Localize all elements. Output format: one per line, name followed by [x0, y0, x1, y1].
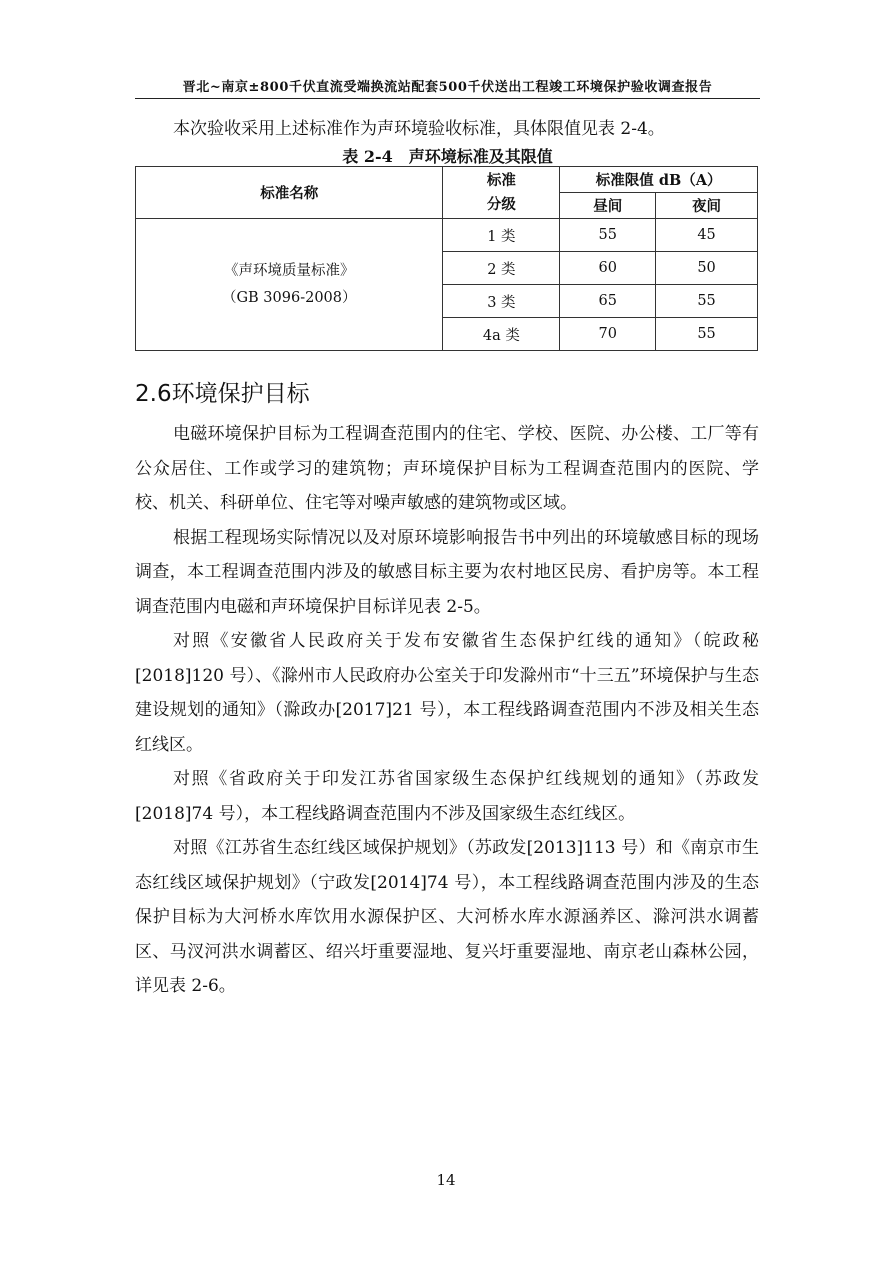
running-header: 晋北~南京±800千伏直流受端换流站配套500千伏送出工程竣工环境保护验收调查报告 [182, 80, 713, 95]
day-limit-cell: 60 [560, 252, 656, 285]
paragraph: 对照《江苏省生态红线区域保护规划》（苏政发[2013]113 号）和《南京市生态红线区域保护规划》（宁政发[2014]74 号），本工程线路调查范围内涉及的生态保护目标为大河桥水库饮用水源保护区、大河桥水库水源涵养区、滁河洪水调蓄区、马汊河洪水调蓄区、绍兴圩重要湿地、复兴圩重要湿地、南京老山森林公园，详见表 2-6。 [135, 838, 759, 996]
class-cell: 2 类 [443, 252, 560, 285]
section-heading: 2.6环境保护目标 [135, 381, 310, 407]
header-class-line1: 标准 [486, 171, 516, 189]
header-rule [135, 98, 760, 99]
class-cell: 3 类 [443, 285, 560, 318]
paragraph: 对照《安徽省人民政府关于发布安徽省生态保护红线的通知》（皖政秘[2018]120 号）、《滁州市人民政府办公室关于印发滁州市“十三五”环境保护与生态建设规划的通知》（滁政办[2017]21 号），本工程线路调查范围内不涉及相关生态红线区。 [135, 631, 759, 755]
standard-code: （GB 3096-2008） [221, 289, 357, 306]
header-limit: 标准限值 dB（A） [560, 167, 758, 193]
header-day: 昼间 [560, 193, 656, 219]
page-number: 14 [436, 1171, 456, 1189]
table-row [136, 219, 758, 252]
intro-paragraph: 本次验收采用上述标准作为声环境验收标准，具体限值见表 2-4。 [173, 119, 665, 139]
body-text [135, 417, 759, 1004]
day-limit-cell: 55 [560, 219, 656, 252]
paragraph: 根据工程现场实际情况以及对原环境影响报告书中列出的环境敏感目标的现场调查，本工程调查范围内涉及的敏感目标主要为农村地区民房、看护房等。本工程调查范围内电磁和声环境保护目标详见表 2-5。 [135, 527, 759, 617]
night-limit-cell: 50 [656, 252, 758, 285]
header-night: 夜间 [656, 193, 758, 219]
paragraph: 对照《省政府关于印发江苏省国家级生态保护红线规划的通知》（苏政发[2018]74 号），本工程线路调查范围内不涉及国家级生态红线区。 [135, 769, 759, 824]
paragraph: 电磁环境保护目标为工程调查范围内的住宅、学校、医院、办公楼、工厂等有公众居住、工作或学习的建筑物；声环境保护目标为工程调查范围内的医院、学校、机关、科研单位、住宅等对噪声敏感的建筑物或区域。 [135, 424, 759, 513]
night-limit-cell: 55 [656, 318, 758, 351]
header-standard-name: 标准名称 [136, 167, 443, 219]
table-caption: 表 2-4 声环境标准及其限值 [342, 147, 553, 166]
night-limit-cell: 45 [656, 219, 758, 252]
header-class [443, 167, 560, 219]
header-class-line2: 分级 [486, 195, 516, 213]
day-limit-cell: 70 [560, 318, 656, 351]
night-limit-cell: 55 [656, 285, 758, 318]
class-cell: 4a 类 [443, 318, 560, 351]
noise-standard-table [135, 166, 758, 351]
class-cell: 1 类 [443, 219, 560, 252]
day-limit-cell: 65 [560, 285, 656, 318]
standard-name: 《声环境质量标准》 [223, 262, 355, 279]
standard-name-cell [136, 219, 443, 351]
